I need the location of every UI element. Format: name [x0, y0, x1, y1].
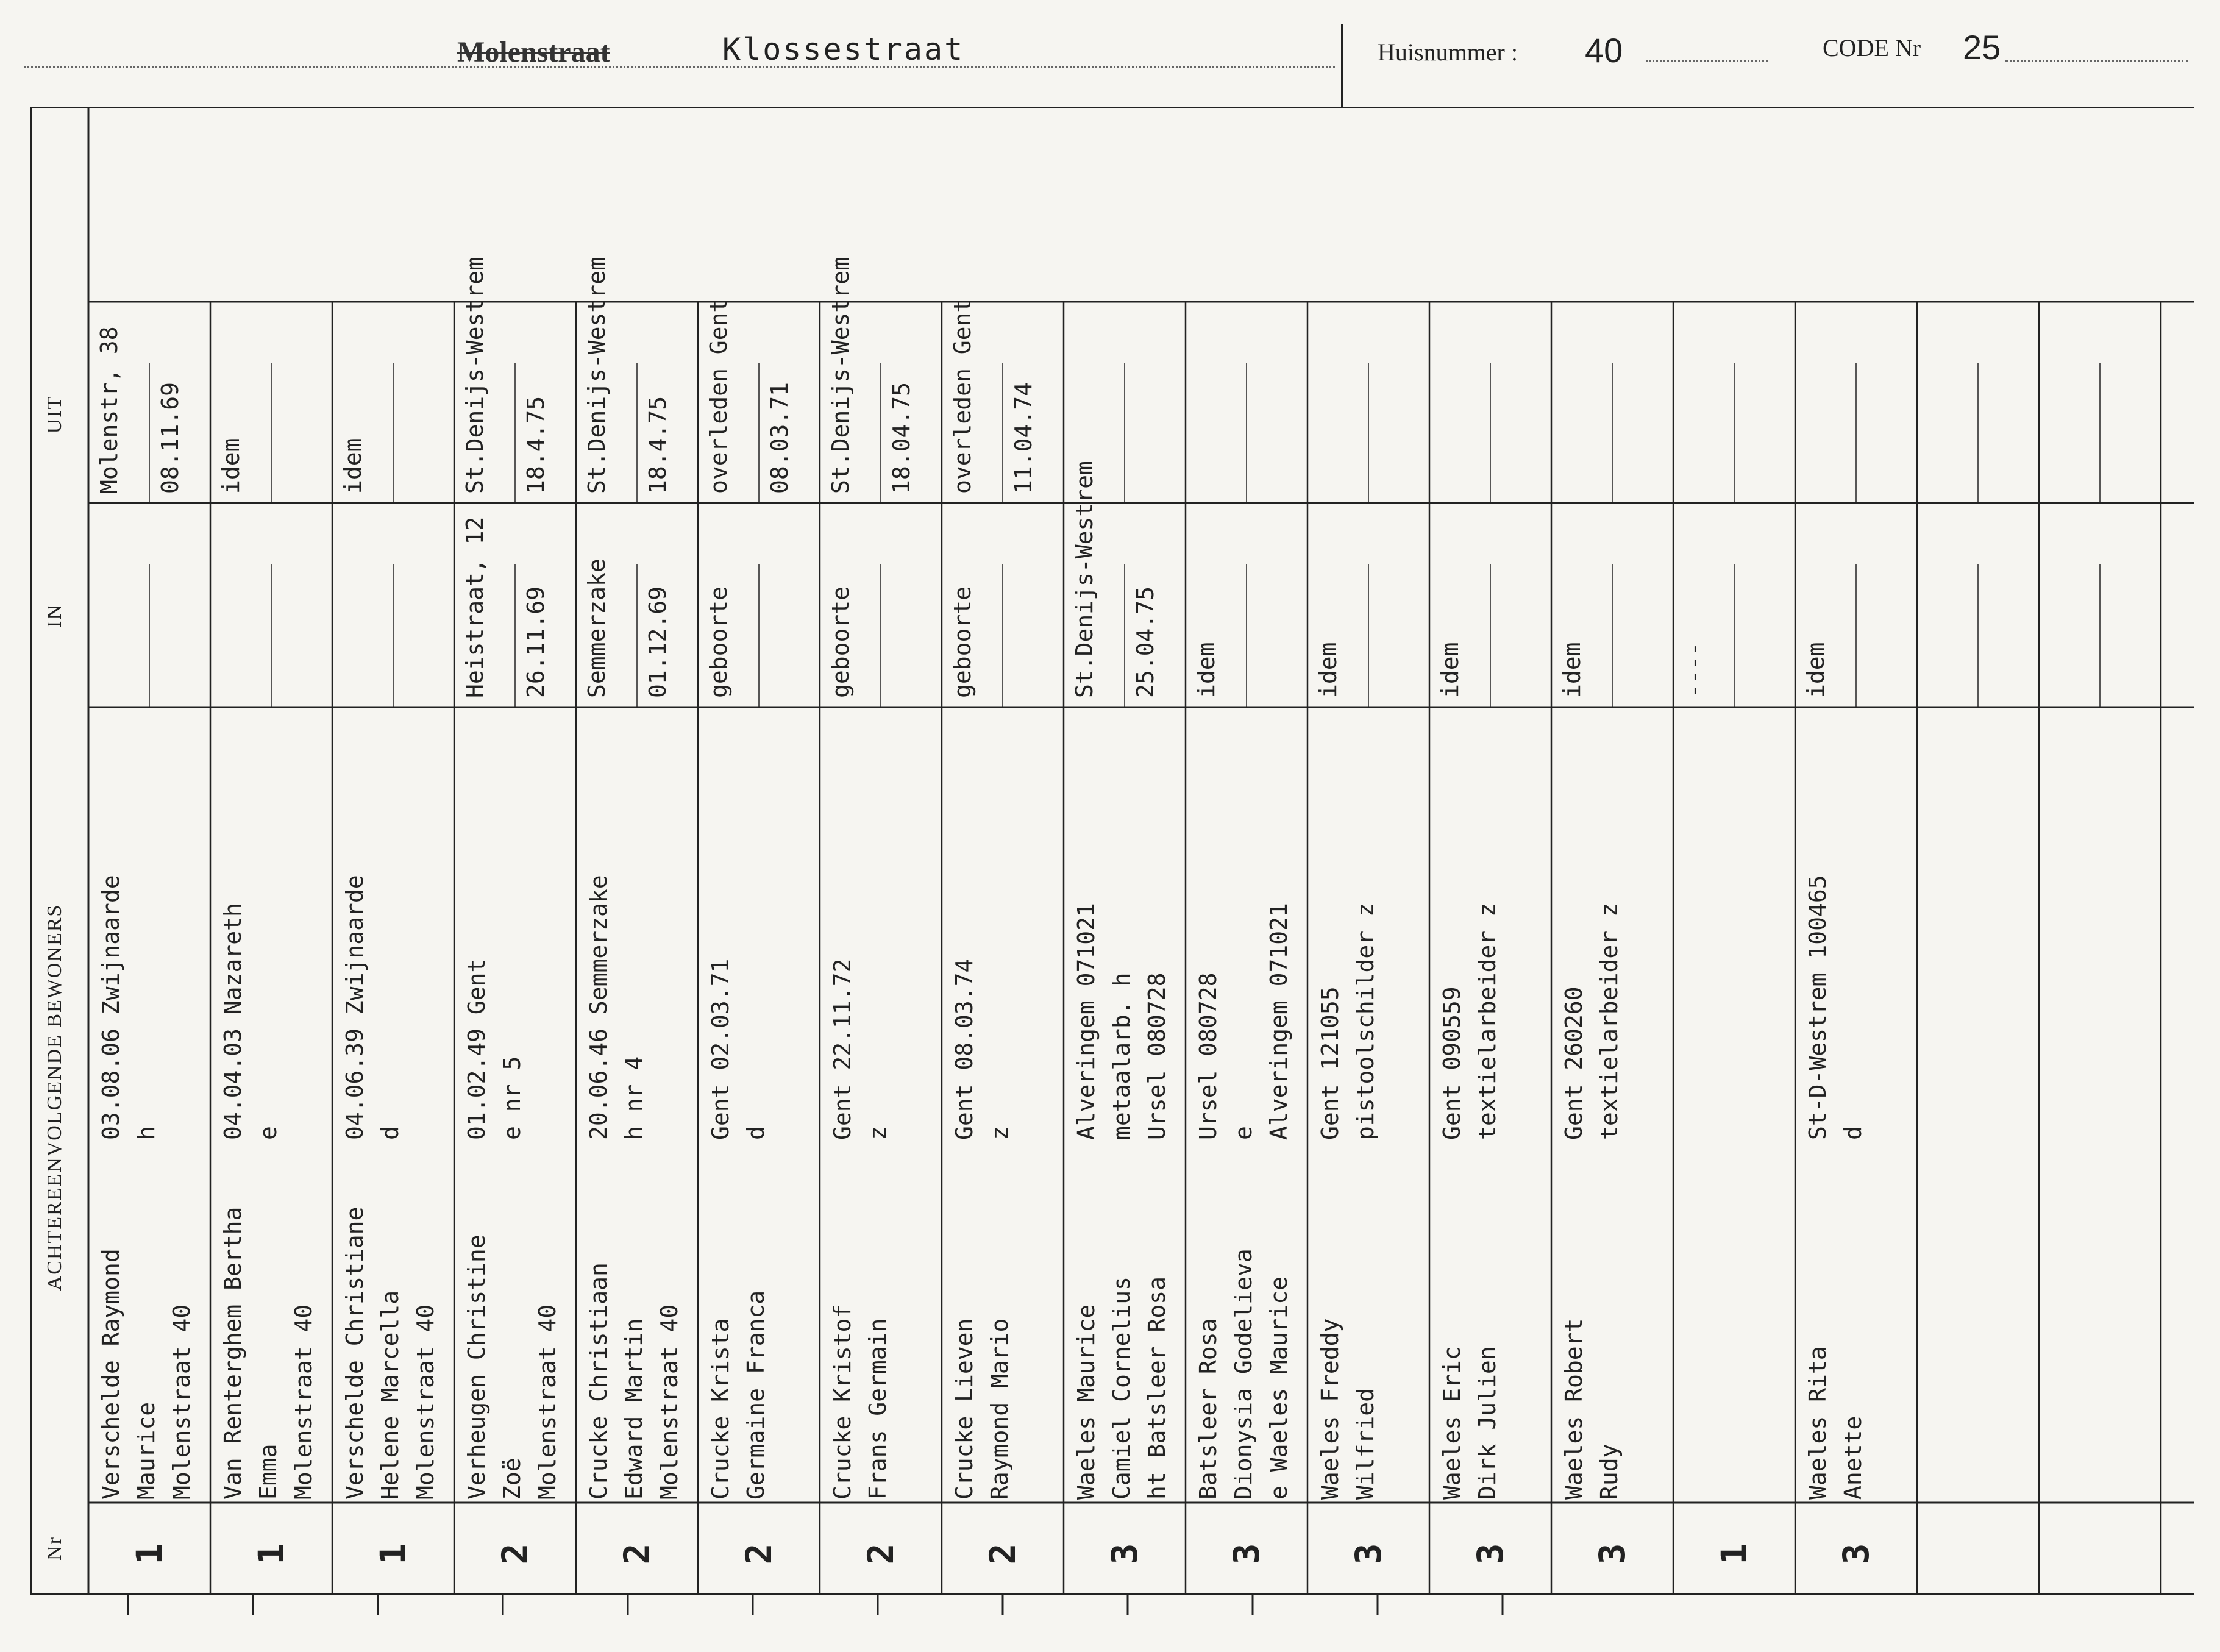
resident-details-line: Gent 08.03.74	[951, 958, 978, 1140]
in-origin	[1311, 515, 1371, 698]
row-nr: 2	[494, 1543, 536, 1565]
in-date	[1128, 515, 1183, 698]
resident-names	[1312, 1170, 1422, 1500]
column-header-uit: UIT	[43, 395, 66, 434]
in-origin	[945, 515, 1006, 698]
in-origin	[701, 515, 762, 698]
uit-date-line: 18.4.75	[522, 396, 549, 494]
uit-date-line: 08.03.71	[766, 382, 793, 494]
uit-destination-line: St.Denijs-Westrem	[583, 257, 610, 494]
resident-details-line: 04.04.03 Nazareth	[219, 903, 246, 1140]
resident-details-line: textielarbeider z	[1596, 903, 1623, 1140]
in-origin	[1189, 515, 1250, 698]
uit-date-line: 08.11.69	[157, 382, 183, 494]
resident-details	[1069, 762, 1178, 1140]
uit-date	[518, 311, 573, 494]
in-date-line: 26.11.69	[522, 586, 549, 698]
resident-names-line: Helene Marcella	[377, 1290, 404, 1500]
resident-names	[1800, 1170, 1910, 1500]
resident-details-line: d	[1840, 1126, 1866, 1140]
resident-names-line: Waeles Freddy	[1317, 1318, 1343, 1500]
resident-details-line: Alveringem 071021	[1073, 903, 1100, 1140]
resident-details-line: 03.08.06 Zwijnaarde	[98, 875, 124, 1140]
in-origin-line: ----	[1681, 642, 1707, 698]
resident-details-line: h	[133, 1126, 160, 1140]
resident-details-line: e	[255, 1126, 282, 1140]
in-origin-line: idem	[1802, 642, 1829, 698]
resident-names-line: Molenstraat 40	[290, 1304, 317, 1500]
uit-destination	[579, 257, 640, 494]
in-origin	[1798, 515, 1859, 698]
street-old-name: Molenstraat	[457, 36, 610, 68]
uit-date	[1006, 311, 1061, 494]
resident-names-line: Crucke Kristof	[829, 1304, 856, 1500]
row-nr: 3	[1226, 1543, 1267, 1565]
huisnummer-dotted-line	[1646, 60, 1768, 62]
resident-names-line: Molenstraat 40	[412, 1304, 439, 1500]
uit-destination	[945, 298, 1006, 494]
resident-names	[1434, 1170, 1544, 1500]
resident-names-line: Waeles Rita	[1804, 1346, 1831, 1500]
header-divider	[1341, 24, 1343, 107]
resident-details-line: Ursel 080728	[1195, 972, 1222, 1140]
in-origin	[1432, 515, 1493, 698]
resident-details	[1190, 762, 1300, 1140]
resident-details-line: pistoolschilder z	[1352, 903, 1379, 1140]
resident-names-line: Emma	[255, 1444, 282, 1500]
resident-names-line: Zoë	[499, 1458, 525, 1500]
in-origin	[1676, 515, 1737, 698]
resident-names	[215, 1170, 325, 1500]
row-nr: 1	[372, 1543, 414, 1565]
resident-names	[459, 1170, 569, 1500]
uit-destination-line: idem	[340, 438, 366, 494]
uit-date-line: 18.04.75	[888, 382, 915, 494]
resident-register-form	[30, 107, 2194, 1615]
uit-date-line: 18.4.75	[644, 396, 671, 494]
resident-names-line: Dionysia Godelieva	[1230, 1248, 1257, 1500]
code-dotted-line	[2005, 60, 2188, 62]
huisnummer-value: 40	[1585, 31, 1623, 69]
row-nr: 1	[1713, 1543, 1755, 1565]
row-nr: 3	[1592, 1543, 1633, 1565]
resident-details-line: Alveringem 071021	[1265, 903, 1292, 1140]
in-origin-line: idem	[1437, 642, 1464, 698]
resident-details	[215, 762, 325, 1140]
resident-details-line: Gent 121055	[1317, 986, 1343, 1140]
resident-names-line: Frans Germain	[864, 1318, 891, 1500]
row-nr: 1	[251, 1543, 292, 1565]
resident-names-line: Crucke Christiaan	[585, 1262, 612, 1500]
resident-details	[703, 762, 813, 1140]
row-nr: 3	[1104, 1543, 1145, 1565]
resident-details-line: 04.06.39 Zwijnaarde	[341, 875, 368, 1140]
resident-details-line: e	[1230, 1126, 1257, 1140]
resident-names-line: Raymond Mario	[986, 1318, 1013, 1500]
resident-details	[1556, 762, 1666, 1140]
uit-destination-line: overleden Gent	[949, 298, 976, 494]
resident-names-line: Verschelde Raymond	[98, 1248, 124, 1500]
resident-details-line: h nr 4	[621, 1056, 647, 1140]
resident-details-line: z	[864, 1126, 891, 1140]
resident-details	[581, 762, 691, 1140]
huisnummer-label: Huisnummer :	[1378, 38, 1518, 66]
in-origin-line: idem	[1315, 642, 1342, 698]
resident-details-line: z	[986, 1126, 1013, 1140]
resident-details-line: 20.06.46 Semmerzake	[585, 875, 612, 1140]
uit-destination	[213, 311, 274, 494]
resident-names-line: Waeles Robert	[1560, 1318, 1587, 1500]
street-dotted-line	[24, 66, 1335, 68]
resident-names-line: e Waeles Maurice	[1265, 1276, 1292, 1500]
resident-details	[337, 762, 447, 1140]
in-origin-line: idem	[1193, 642, 1220, 698]
in-origin-line: geboorte	[827, 586, 854, 698]
uit-destination-line: Molenstr, 38	[96, 326, 123, 494]
resident-details	[825, 762, 934, 1140]
resident-names	[337, 1170, 447, 1500]
resident-names-line: Crucke Lieven	[951, 1318, 978, 1500]
resident-names	[581, 1170, 691, 1500]
code-value: 25	[1963, 28, 2001, 66]
in-origin-line: St.Denijs-Westrem	[1071, 461, 1098, 698]
resident-names-line: Batsleer Rosa	[1195, 1318, 1222, 1500]
resident-names	[825, 1170, 934, 1500]
in-date-line: 01.12.69	[644, 586, 671, 698]
resident-details	[93, 762, 203, 1140]
uit-destination-line: overleden Gent	[705, 298, 732, 494]
uit-date-line: 11.04.74	[1010, 382, 1037, 494]
uit-date	[152, 311, 207, 494]
row-nr: 3	[1470, 1543, 1511, 1565]
resident-names-line: Anette	[1840, 1415, 1866, 1500]
form-header	[0, 0, 2220, 107]
uit-destination-line: idem	[218, 438, 244, 494]
resident-names-line: Edward Martin	[621, 1318, 647, 1500]
row-nr: 2	[982, 1543, 1023, 1565]
uit-destination	[91, 311, 152, 494]
row-nr: 3	[1348, 1543, 1389, 1565]
in-origin	[1067, 461, 1128, 698]
row-nr: 1	[129, 1543, 170, 1565]
in-origin-line: Semmerzake	[583, 558, 610, 698]
uit-destination	[823, 257, 884, 494]
resident-details-line: Gent 090559	[1439, 986, 1465, 1140]
resident-details-line: e nr 5	[499, 1056, 525, 1140]
resident-details	[459, 762, 569, 1140]
in-origin	[579, 515, 640, 698]
code-label: CODE Nr	[1823, 34, 1921, 62]
resident-details-line: metaalarb. h	[1108, 972, 1135, 1140]
uit-destination	[457, 257, 518, 494]
resident-names	[1190, 1170, 1300, 1500]
resident-names-line: Waeles Maurice	[1073, 1304, 1100, 1500]
row-nr: 2	[738, 1543, 780, 1565]
in-origin	[1554, 515, 1615, 698]
in-origin-line: idem	[1559, 642, 1585, 698]
resident-details-line: Gent 02.03.71	[707, 958, 734, 1140]
in-origin	[457, 515, 518, 698]
resident-details-line: St-D-Westrem 100465	[1804, 875, 1831, 1140]
resident-names-line: Dirk Julien	[1474, 1346, 1501, 1500]
uit-date	[762, 311, 817, 494]
resident-details	[1800, 762, 1910, 1140]
uit-destination	[701, 298, 762, 494]
in-origin-line: geboorte	[949, 586, 976, 698]
resident-names-line: Wilfried	[1352, 1387, 1379, 1500]
resident-names-line: Verheugen Christine	[463, 1234, 490, 1500]
row-nr: 3	[1835, 1543, 1877, 1565]
uit-date	[884, 311, 939, 494]
resident-names	[93, 1170, 203, 1500]
in-date-line: 25.04.75	[1132, 586, 1159, 698]
in-date	[640, 515, 695, 698]
resident-details	[947, 762, 1056, 1140]
resident-details-line: d	[377, 1126, 404, 1140]
resident-details-line: Gent 260260	[1560, 986, 1587, 1140]
resident-names-line: Camiel Cornelius	[1108, 1276, 1135, 1500]
row-nr: 2	[860, 1543, 902, 1565]
in-origin-line: geboorte	[705, 586, 732, 698]
resident-details-line: Gent 22.11.72	[829, 958, 856, 1140]
resident-details-line: Ursel 080728	[1144, 972, 1170, 1140]
resident-details	[1434, 762, 1544, 1140]
resident-details-line: d	[742, 1126, 769, 1140]
resident-names-line: Molenstraat 40	[534, 1304, 561, 1500]
resident-names	[703, 1170, 813, 1500]
resident-names-line: Rudy	[1596, 1444, 1623, 1500]
column-header-in: IN	[43, 603, 66, 628]
resident-names-line: Van Renterghem Bertha	[219, 1206, 246, 1500]
resident-details-line: textielarbeider z	[1474, 903, 1501, 1140]
uit-destination	[335, 311, 396, 494]
uit-destination-line: St.Denijs-Westrem	[461, 257, 488, 494]
uit-destination-line: St.Denijs-Westrem	[827, 257, 854, 494]
resident-names-line: Maurice	[133, 1401, 160, 1500]
resident-names	[1069, 1170, 1178, 1500]
column-header-nr: Nr	[43, 1536, 66, 1561]
resident-names-line: Crucke Krista	[707, 1318, 734, 1500]
uit-date	[640, 311, 695, 494]
street-name: Klossestraat	[722, 32, 965, 67]
resident-names-line: ht Batsleer Rosa	[1144, 1276, 1170, 1500]
resident-names	[947, 1170, 1056, 1500]
resident-names-line: Verschelde Christiane	[341, 1206, 368, 1500]
row-nr: 2	[616, 1543, 658, 1565]
resident-names-line: Molenstraat 40	[656, 1304, 683, 1500]
column-header-bewoners: ACHTEREENVOLGENDE BEWONERS	[43, 903, 66, 1291]
resident-details	[1312, 762, 1422, 1140]
in-origin-line: Heistraat, 12	[461, 516, 488, 698]
resident-details-line: 01.02.49 Gent	[463, 958, 490, 1140]
in-origin	[823, 515, 884, 698]
resident-names-line: Waeles Eric	[1439, 1346, 1465, 1500]
resident-names-line: Germaine Franca	[742, 1290, 769, 1500]
resident-names-line: Molenstraat 40	[168, 1304, 195, 1500]
in-date	[518, 515, 573, 698]
resident-names	[1556, 1170, 1666, 1500]
